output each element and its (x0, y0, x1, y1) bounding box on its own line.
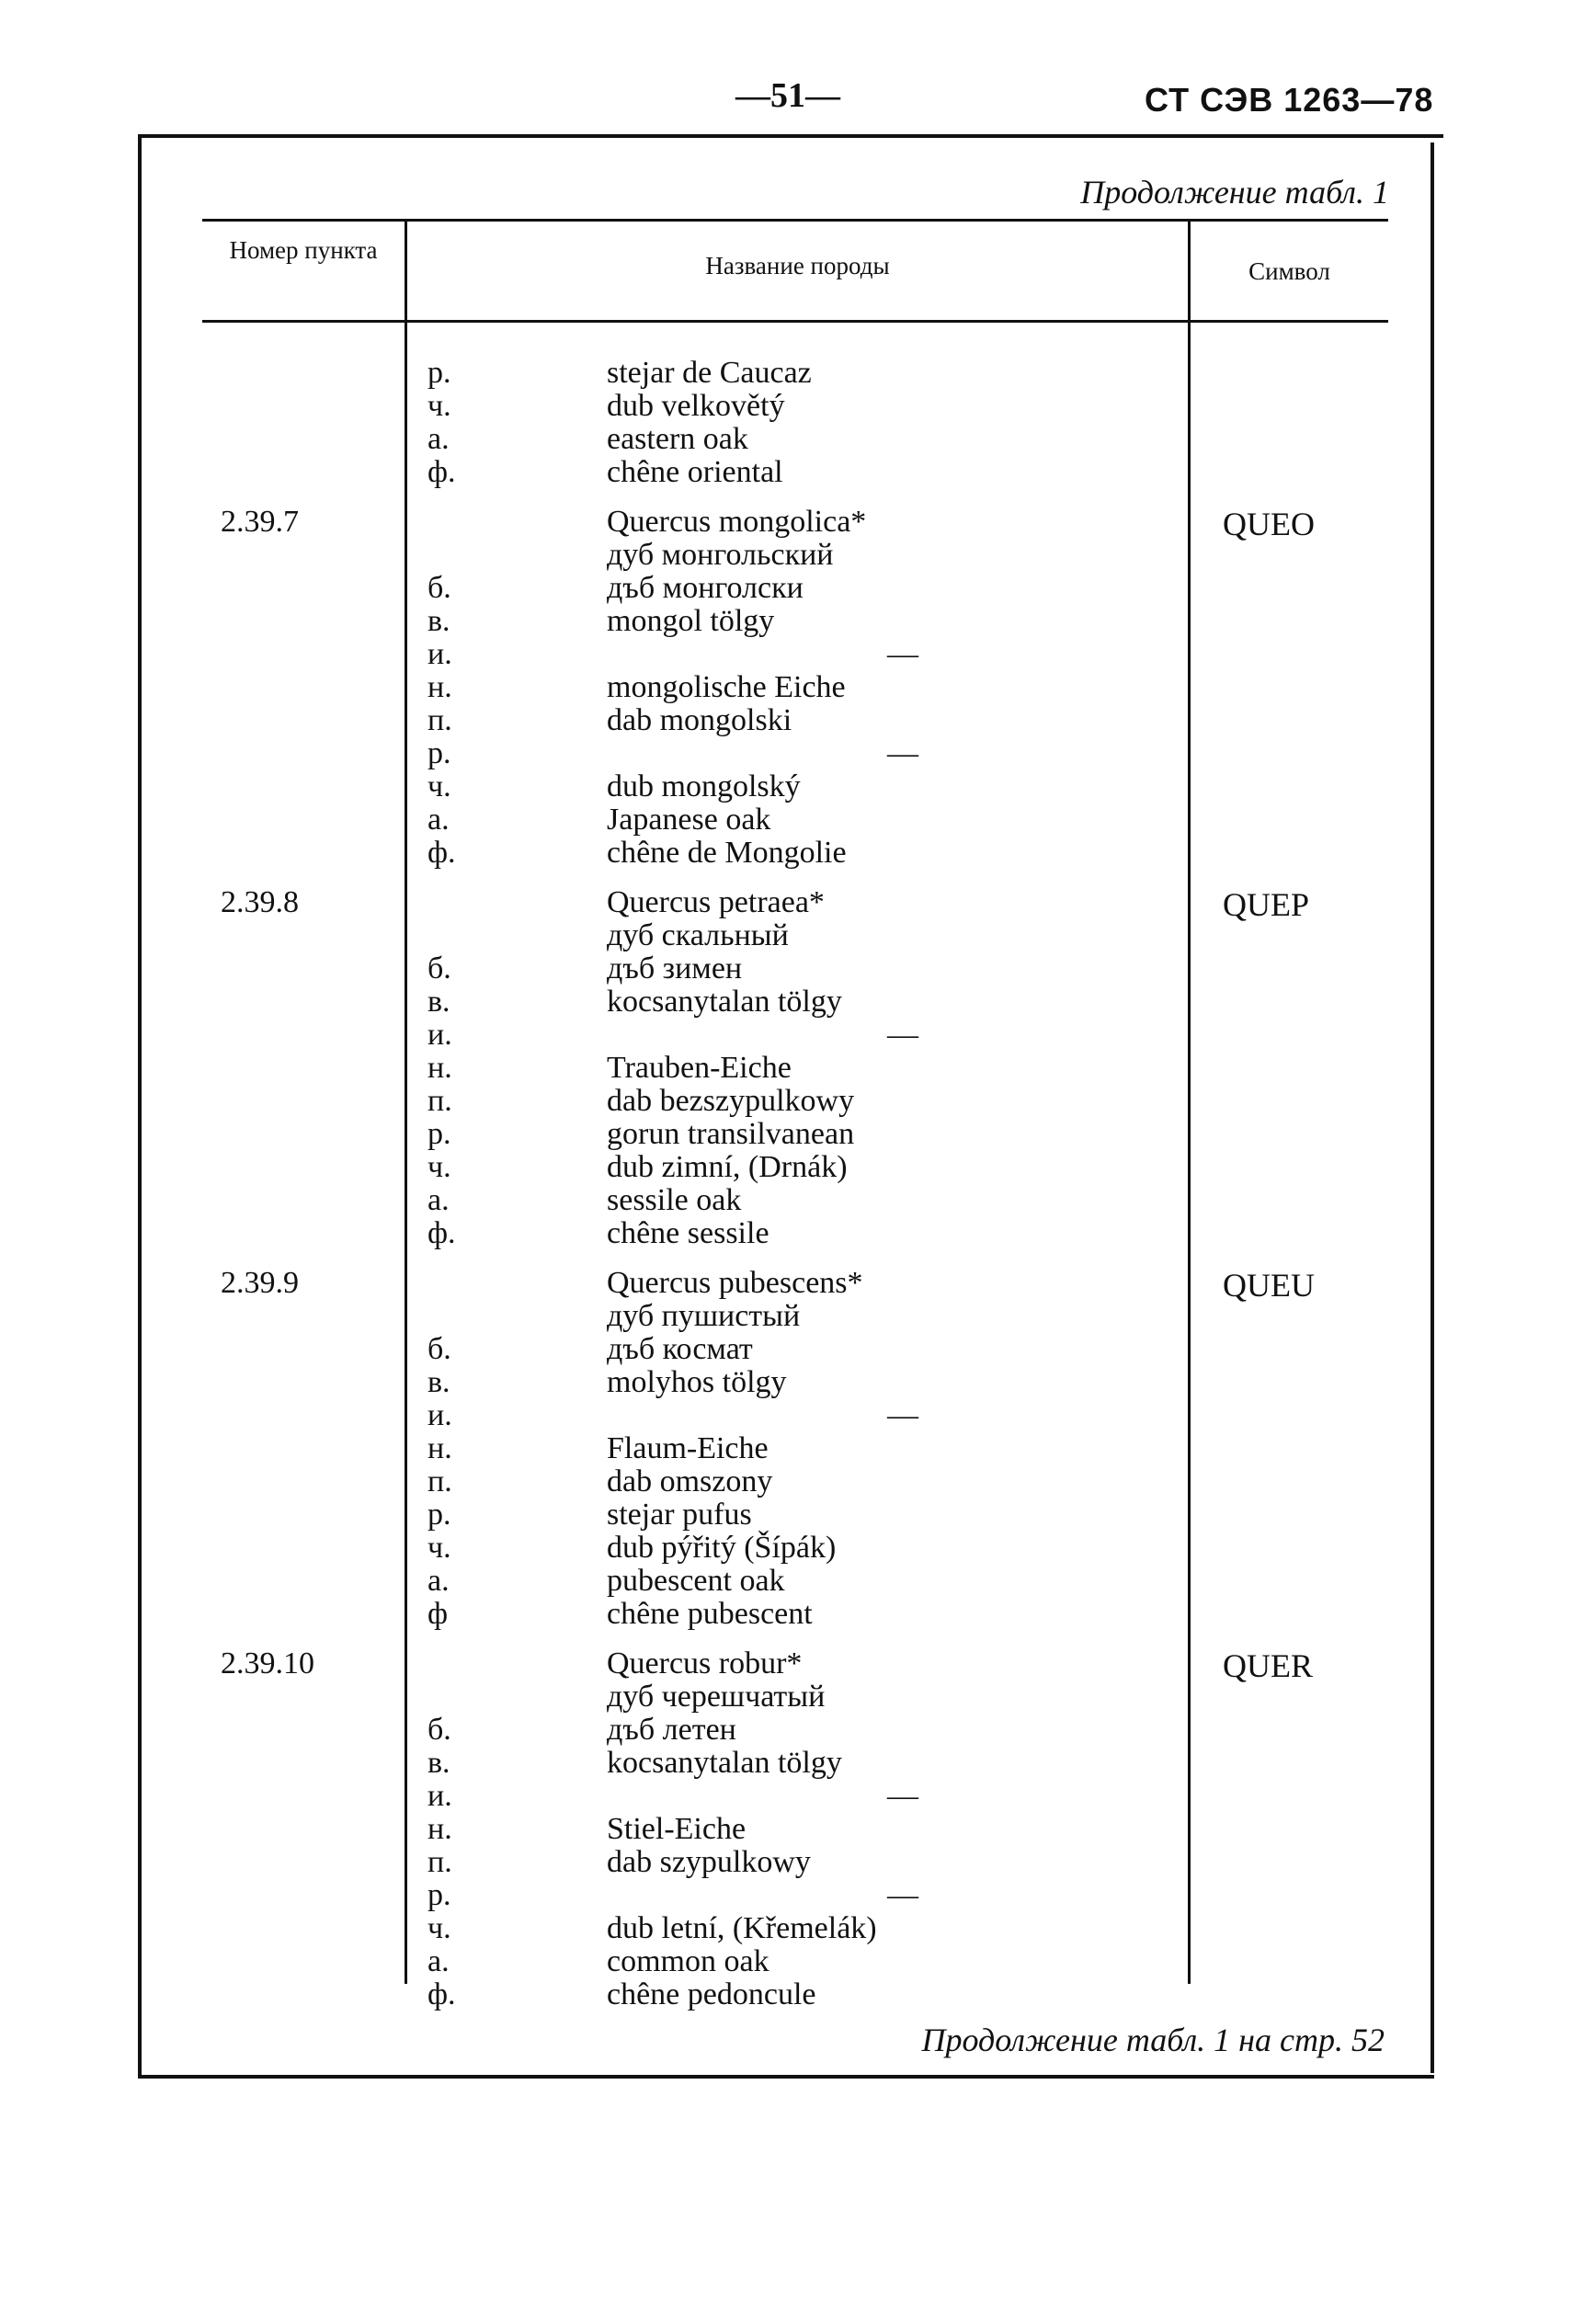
language-code: б. (427, 1332, 451, 1366)
species-name: — (887, 736, 918, 770)
species-symbol: QUEO (1223, 506, 1315, 542)
language-code: б. (427, 951, 451, 985)
species-name: Stiel-Eiche (607, 1812, 747, 1846)
species-name: sessile oak (607, 1183, 742, 1217)
frame-top-border (138, 134, 1443, 138)
frame-right-border (1431, 142, 1434, 2073)
language-code: ф. (427, 1977, 456, 2011)
continuation-bottom: Продолжение табл. 1 на стр. 52 (921, 2022, 1385, 2058)
species-name: dab mongolski (607, 703, 792, 737)
species-name: chêne oriental (607, 455, 783, 489)
species-name: — (887, 1398, 918, 1432)
species-name: common oak (607, 1944, 769, 1978)
table-row (427, 1052, 1163, 1085)
table-row (427, 572, 1163, 605)
continuation-top: Продолжение табл. 1 (1080, 174, 1389, 211)
species-name: дуб скальный (607, 918, 789, 952)
language-code: ч. (427, 389, 451, 423)
species-name: mongol tölgy (607, 604, 775, 638)
species-name: chêne pedoncule (607, 1977, 816, 2011)
table-row (427, 1813, 1163, 1846)
table-row (427, 1846, 1163, 1879)
species-name: eastern oak (607, 422, 748, 456)
species-name: stejar de Caucaz (607, 356, 812, 390)
language-code: а. (427, 803, 450, 837)
language-code: р. (427, 1878, 451, 1912)
language-code: и. (427, 1018, 452, 1052)
species-name: дъб зимен (607, 951, 743, 985)
language-code: р. (427, 356, 451, 390)
species-name: dub velkovětý (607, 389, 785, 423)
table-row (427, 704, 1163, 737)
item-number: 2.39.9 (221, 1266, 299, 1300)
header-name: Название породы (705, 252, 890, 279)
table-row (427, 1714, 1163, 1747)
standard-code: СТ СЭВ 1263—78 (1145, 81, 1434, 119)
species-name: дъб космат (607, 1332, 753, 1366)
table-row (427, 506, 1163, 539)
table-row (427, 1465, 1163, 1498)
table-row (427, 357, 1163, 390)
table-row (427, 390, 1163, 423)
language-code: б. (427, 571, 451, 605)
species-name: дуб черешчатый (607, 1680, 826, 1714)
language-code: ф. (427, 836, 456, 870)
column-line-1 (405, 219, 407, 1984)
language-code: н. (427, 670, 452, 704)
language-code: н. (427, 1431, 452, 1465)
table-row (427, 1432, 1163, 1465)
species-name: дуб монгольский (607, 538, 834, 572)
table-row (427, 539, 1163, 572)
table-row (427, 1267, 1163, 1300)
species-symbol: QUER (1223, 1647, 1313, 1684)
table-header-top-rule (202, 219, 1388, 222)
species-name: dab omszony (607, 1464, 773, 1498)
table-row (427, 737, 1163, 770)
species-name: Quercus mongolica* (607, 505, 867, 539)
table-row (427, 1217, 1163, 1250)
table-row (427, 423, 1163, 456)
language-code: р. (427, 1117, 451, 1151)
table-row (427, 952, 1163, 985)
language-code: ф (427, 1597, 449, 1631)
species-name: chêne pubescent (607, 1597, 813, 1631)
language-code: б. (427, 1713, 451, 1747)
table-row (427, 1647, 1163, 1680)
language-code: и. (427, 1779, 452, 1813)
table-row (427, 837, 1163, 870)
item-number: 2.39.8 (221, 885, 299, 919)
page-number: —51— (735, 76, 840, 115)
species-name: дъб монголски (607, 571, 804, 605)
table-row (427, 1780, 1163, 1813)
table-row (427, 456, 1163, 489)
species-name: dub letní, (Křemelák) (607, 1911, 877, 1945)
species-name: Trauben-Eiche (607, 1051, 792, 1085)
language-code: п. (427, 703, 452, 737)
language-code: ч. (427, 1531, 451, 1565)
table-row (427, 985, 1163, 1019)
table-row (427, 770, 1163, 803)
language-code: и. (427, 637, 452, 671)
species-name: Quercus robur* (607, 1646, 803, 1680)
item-number: 2.39.10 (221, 1646, 314, 1680)
table-row (427, 1747, 1163, 1780)
species-name: — (887, 1878, 918, 1912)
species-name: — (887, 637, 918, 671)
species-name: — (887, 1779, 918, 1813)
language-code: п. (427, 1084, 452, 1118)
frame-bottom-border (138, 2075, 1434, 2079)
table-row (427, 1598, 1163, 1631)
table-row (427, 1565, 1163, 1598)
species-name: gorun transilvanean (607, 1117, 855, 1151)
table-row (427, 1184, 1163, 1217)
column-line-2 (1188, 219, 1191, 1984)
table-row (427, 1498, 1163, 1532)
language-code: ф. (427, 455, 456, 489)
language-code: п. (427, 1845, 452, 1879)
table-row (427, 1680, 1163, 1714)
language-code: р. (427, 1498, 451, 1532)
species-name: chêne de Mongolie (607, 836, 847, 870)
language-code: в. (427, 1365, 450, 1399)
table-row (427, 1333, 1163, 1366)
table-row (427, 1300, 1163, 1333)
header-number: Номер пункта (229, 236, 378, 264)
species-name: — (887, 1018, 918, 1052)
language-code: а. (427, 1944, 450, 1978)
species-name: kocsanytalan tölgy (607, 1746, 842, 1780)
species-name: pubescent oak (607, 1564, 785, 1598)
language-code: в. (427, 604, 450, 638)
table-row (427, 671, 1163, 704)
language-code: в. (427, 985, 450, 1019)
species-symbol: QUEU (1223, 1267, 1315, 1304)
table-row (427, 1366, 1163, 1399)
table-row (427, 1978, 1163, 2011)
frame-left-border (138, 138, 142, 2078)
table-row (427, 638, 1163, 671)
header-symbol: Символ (1248, 257, 1330, 285)
language-code: п. (427, 1464, 452, 1498)
language-code: в. (427, 1746, 450, 1780)
species-name: mongolische Eiche (607, 670, 846, 704)
table-header-bottom-rule (202, 320, 1388, 323)
species-name: dub pýřitý (Šípák) (607, 1531, 837, 1565)
table-row (427, 1399, 1163, 1432)
species-name: dab szypulkowy (607, 1845, 811, 1879)
species-name: дъб летен (607, 1713, 736, 1747)
language-code: ч. (427, 769, 451, 803)
language-code: а. (427, 1183, 450, 1217)
language-code: н. (427, 1812, 452, 1846)
species-name: stejar pufus (607, 1498, 752, 1532)
table-row (427, 803, 1163, 837)
species-name: dab bezszypulkowy (607, 1084, 855, 1118)
language-code: н. (427, 1051, 452, 1085)
table-row (427, 605, 1163, 638)
language-code: р. (427, 736, 451, 770)
language-code: ч. (427, 1150, 451, 1184)
table-row (427, 919, 1163, 952)
table-row (427, 1945, 1163, 1978)
species-name: molyhos tölgy (607, 1365, 787, 1399)
species-name: Japanese oak (607, 803, 771, 837)
species-name: dub zimní, (Drnák) (607, 1150, 848, 1184)
species-name: chêne sessile (607, 1216, 769, 1250)
species-name: Flaum-Eiche (607, 1431, 769, 1465)
table-row (427, 1532, 1163, 1565)
table-row (427, 1151, 1163, 1184)
table-row (427, 1085, 1163, 1118)
species-name: dub mongolský (607, 769, 801, 803)
language-code: и. (427, 1398, 452, 1432)
species-name: дуб пушистый (607, 1299, 801, 1333)
species-name: kocsanytalan tölgy (607, 985, 842, 1019)
language-code: а. (427, 422, 450, 456)
species-symbol: QUEP (1223, 886, 1310, 923)
language-code: а. (427, 1564, 450, 1598)
table-row (427, 886, 1163, 919)
species-name: Quercus petraea* (607, 885, 825, 919)
language-code: ф. (427, 1216, 456, 1250)
language-code: ч. (427, 1911, 451, 1945)
species-name: Quercus pubescens* (607, 1266, 863, 1300)
table-row (427, 1019, 1163, 1052)
table-row (427, 1879, 1163, 1912)
item-number: 2.39.7 (221, 505, 299, 539)
table-row (427, 1118, 1163, 1151)
table-row (427, 1912, 1163, 1945)
